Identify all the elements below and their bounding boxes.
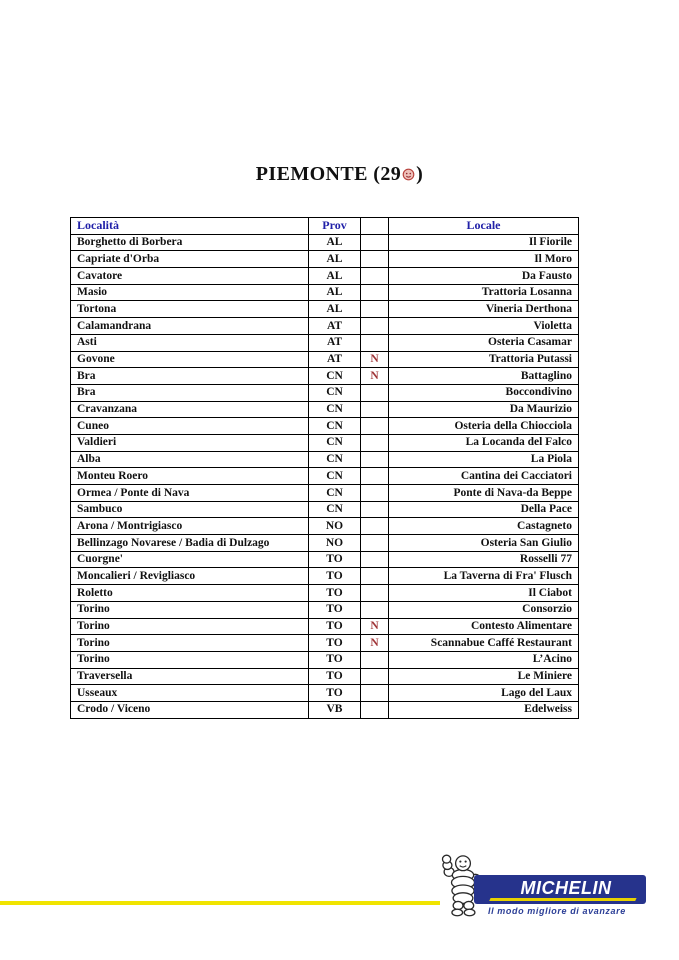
localita-cell: Capriate d'Orba [71,251,309,268]
page-title [0,163,679,187]
locale-cell: Rosselli 77 [389,551,579,568]
localita-cell: Monteu Roero [71,468,309,485]
novelty-cell [361,234,389,251]
table-row [71,485,579,502]
novelty-cell [361,701,389,718]
prov-cell: AT [309,351,361,368]
michelin-underline [489,898,636,901]
header-localita: Località [71,218,309,235]
prov-cell: AL [309,251,361,268]
prov-cell: VB [309,701,361,718]
table-row [71,268,579,285]
prov-cell: TO [309,585,361,602]
table-row [71,301,579,318]
locale-cell: La Taverna di Fra' Flusch [389,568,579,585]
table-row [71,468,579,485]
novelty-cell [361,585,389,602]
table-row [71,251,579,268]
localita-cell: Usseaux [71,685,309,702]
yellow-divider [0,901,440,905]
locale-cell: Trattoria Losanna [389,284,579,301]
localita-cell: Sambuco [71,501,309,518]
localita-cell: Moncalieri / Revigliasco [71,568,309,585]
novelty-cell [361,418,389,435]
locale-cell: Cantina dei Cacciatori [389,468,579,485]
novelty-cell [361,301,389,318]
prov-cell: CN [309,434,361,451]
prov-cell: TO [309,618,361,635]
novelty-cell [361,468,389,485]
localita-cell: Bra [71,384,309,401]
localita-cell: Cuorgne' [71,551,309,568]
novelty-cell [361,485,389,502]
table-header [71,218,579,235]
locale-cell: Osteria Casamar [389,334,579,351]
prov-cell: CN [309,384,361,401]
locale-cell: Il Fiorile [389,234,579,251]
header-novelty [361,218,389,235]
table-row [71,401,579,418]
table-row [71,651,579,668]
locale-cell: Consorzio [389,601,579,618]
localita-cell: Traversella [71,668,309,685]
locale-cell: Ponte di Nava-da Beppe [389,485,579,502]
prov-cell: AL [309,284,361,301]
header-prov: Prov [309,218,361,235]
table-row [71,601,579,618]
locale-cell: Osteria San Giulio [389,535,579,552]
table-row [71,334,579,351]
locale-cell: Battaglino [389,368,579,385]
table-row [71,568,579,585]
localita-cell: Asti [71,334,309,351]
page-title-suffix: ) [416,163,424,185]
prov-cell: CN [309,401,361,418]
header-locale: Locale [389,218,579,235]
bib-gourmand-icon [402,164,415,187]
novelty-cell [361,668,389,685]
novelty-cell [361,551,389,568]
novelty-cell [361,651,389,668]
page-title-prefix: PIEMONTE (29 [255,163,402,185]
novelty-cell: N [361,368,389,385]
novelty-cell [361,518,389,535]
localita-cell: Crodo / Viceno [71,701,309,718]
locale-cell: Le Miniere [389,668,579,685]
novelty-cell [361,334,389,351]
prov-cell: NO [309,518,361,535]
locale-cell: Contesto Alimentare [389,618,579,635]
locale-cell: Scannabue Caffé Restaurant [389,635,579,652]
localita-cell: Tortona [71,301,309,318]
table-row [71,585,579,602]
table-row [71,384,579,401]
prov-cell: CN [309,451,361,468]
novelty-cell [361,434,389,451]
localita-cell: Ormea / Ponte di Nava [71,485,309,502]
locale-cell: Il Ciabot [389,585,579,602]
locale-cell: Da Maurizio [389,401,579,418]
locale-cell: L’Acino [389,651,579,668]
novelty-cell: N [361,618,389,635]
novelty-cell [361,685,389,702]
table-row [71,501,579,518]
table-row [71,418,579,435]
localita-cell: Torino [71,601,309,618]
novelty-cell [361,451,389,468]
prov-cell: AT [309,334,361,351]
locale-cell: Lago del Laux [389,685,579,702]
localita-cell: Bra [71,368,309,385]
locale-cell: Della Pace [389,501,579,518]
localita-cell: Cravanzana [71,401,309,418]
michelin-wordmark-plate [474,875,646,904]
prov-cell: TO [309,635,361,652]
locale-cell: La Piola [389,451,579,468]
table-row [71,434,579,451]
localita-cell: Bellinzago Novarese / Badia di Dulzago [71,535,309,552]
localita-cell: Masio [71,284,309,301]
localita-cell: Cavatore [71,268,309,285]
table-row [71,234,579,251]
novelty-cell [361,284,389,301]
localita-cell: Alba [71,451,309,468]
locale-cell: Trattoria Putassi [389,351,579,368]
michelin-wordmark: MICHELIN [520,878,612,898]
novelty-cell [361,401,389,418]
table-row [71,368,579,385]
table-row [71,318,579,335]
prov-cell: AL [309,268,361,285]
table-row [71,685,579,702]
prov-cell: CN [309,468,361,485]
novelty-cell [361,501,389,518]
novelty-cell [361,268,389,285]
table-row [71,635,579,652]
prov-cell: NO [309,535,361,552]
prov-cell: TO [309,651,361,668]
prov-cell: AL [309,301,361,318]
localita-cell: Torino [71,635,309,652]
table-row [71,668,579,685]
localita-cell: Govone [71,351,309,368]
prov-cell: AT [309,318,361,335]
table-row [71,284,579,301]
novelty-cell: N [361,635,389,652]
novelty-cell [361,384,389,401]
prov-cell: TO [309,601,361,618]
locale-cell: Violetta [389,318,579,335]
table-row [71,451,579,468]
novelty-cell: N [361,351,389,368]
novelty-cell [361,318,389,335]
prov-cell: TO [309,685,361,702]
prov-cell: CN [309,485,361,502]
localita-cell: Torino [71,618,309,635]
localita-cell: Calamandrana [71,318,309,335]
prov-cell: AL [309,234,361,251]
table-body [71,234,579,718]
locale-cell: Edelweiss [389,701,579,718]
locale-cell: Castagneto [389,518,579,535]
prov-cell: TO [309,551,361,568]
novelty-cell [361,601,389,618]
prov-cell: TO [309,568,361,585]
table-row [71,351,579,368]
prov-cell: CN [309,418,361,435]
novelty-cell [361,535,389,552]
locale-cell: Il Moro [389,251,579,268]
localita-cell: Roletto [71,585,309,602]
locale-cell: Da Fausto [389,268,579,285]
localita-cell: Borghetto di Borbera [71,234,309,251]
restaurant-table [70,217,579,719]
prov-cell: TO [309,668,361,685]
table-row [71,535,579,552]
localita-cell: Arona / Montrigiasco [71,518,309,535]
prov-cell: CN [309,368,361,385]
locale-cell: Boccondivino [389,384,579,401]
table-row [71,618,579,635]
localita-cell: Torino [71,651,309,668]
table-row [71,518,579,535]
localita-cell: Cuneo [71,418,309,435]
locale-cell: Vineria Derthona [389,301,579,318]
locale-cell: Osteria della Chiocciola [389,418,579,435]
table-header-row [71,218,579,235]
table-row [71,551,579,568]
table-row [71,701,579,718]
novelty-cell [361,568,389,585]
michelin-tagline: Il modo migliore di avanzare [488,906,626,916]
novelty-cell [361,251,389,268]
prov-cell: CN [309,501,361,518]
locale-cell: La Locanda del Falco [389,434,579,451]
localita-cell: Valdieri [71,434,309,451]
michelin-logo [436,853,651,919]
